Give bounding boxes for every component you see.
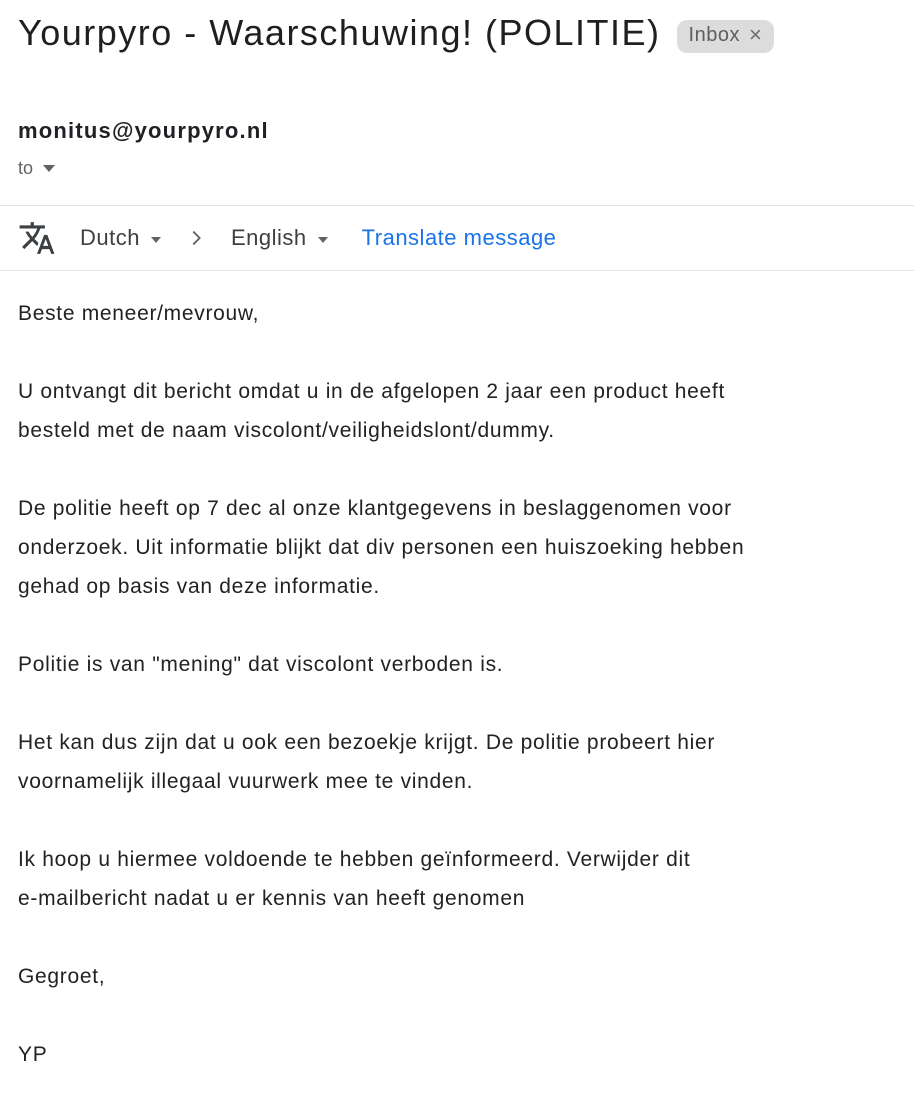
translate-bar: [0, 205, 914, 271]
body-line: besteld met de naam viscolont/veiligheidslont/dummy.: [18, 419, 555, 442]
to-label: to: [18, 158, 34, 178]
inbox-label-text: Inbox: [688, 23, 740, 46]
translate-icon: [18, 219, 56, 257]
body-line: e-mailbericht nadat u er kennis van heeft genomen: [18, 887, 526, 910]
body-line: gehad op basis van deze informatie.: [18, 575, 380, 598]
body-line: Ik hoop u hiermee voldoende te hebben geïnformeerd. Verwijder dit: [18, 848, 691, 871]
body-line: Politie is van "mening" dat viscolont verboden is.: [18, 653, 504, 676]
email-subject: Yourpyro - Waarschuwing! (POLITIE): [18, 12, 661, 53]
body-line: De politie heeft op 7 dec al onze klantgegevens in beslaggenomen voor: [18, 497, 732, 520]
recipient-details-toggle[interactable]: [18, 158, 55, 179]
sender-email[interactable]: monitus@yourpyro.nl: [18, 118, 269, 143]
body-line: U ontvangt dit bericht omdat u in de afgelopen 2 jaar een product heeft: [18, 380, 725, 403]
body-line: Het kan dus zijn dat u ook een bezoekje krijgt. De politie probeert hier: [18, 731, 716, 754]
body-line: YP: [18, 1043, 48, 1066]
body-line: onderzoek. Uit informatie blijkt dat div personen een huiszoeking hebben: [18, 536, 745, 559]
caret-down-icon: [43, 165, 55, 172]
subject-row: [18, 12, 896, 54]
body-line: voornamelijk illegaal vuurwerk mee te vinden.: [18, 770, 474, 793]
source-language-label: Dutch: [80, 225, 140, 250]
remove-label-icon[interactable]: ×: [748, 22, 763, 47]
caret-down-icon: [318, 237, 328, 243]
translate-message-link[interactable]: Translate message: [361, 225, 557, 250]
body-paragraph: [18, 294, 896, 333]
chevron-right-icon: [185, 227, 207, 249]
email-header: [0, 0, 914, 179]
body-line: Gegroet,: [18, 965, 106, 988]
inbox-label-chip[interactable]: [677, 20, 775, 53]
source-language-selector[interactable]: [80, 225, 161, 251]
caret-down-icon: [151, 237, 161, 243]
target-language-label: English: [230, 225, 307, 250]
target-language-selector[interactable]: [231, 225, 328, 251]
email-body: [0, 271, 914, 1074]
body-line: Beste meneer/mevrouw,: [18, 302, 260, 325]
